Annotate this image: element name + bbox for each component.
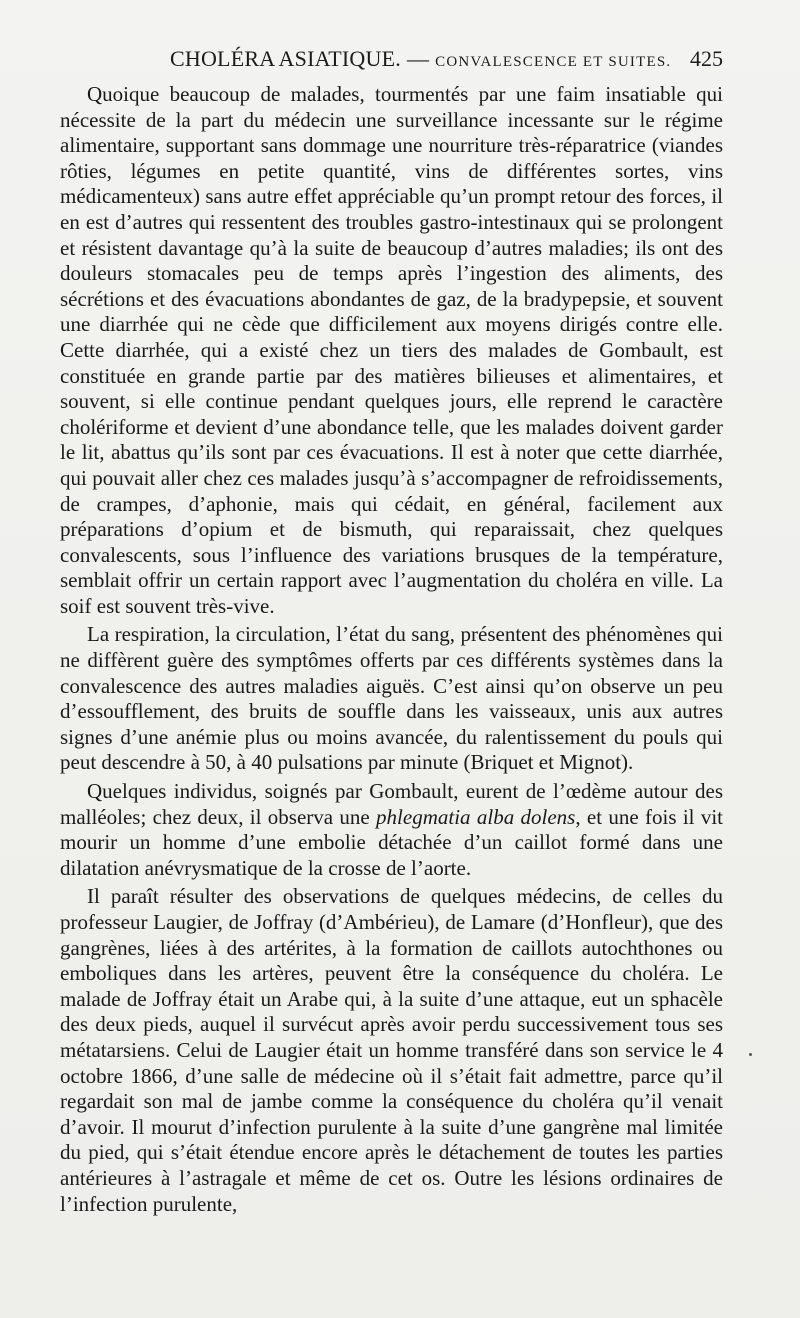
body-text — [60, 82, 723, 1220]
running-title-subtitle: CONVALESCENCE ET SUITES. — [435, 54, 672, 70]
running-title — [170, 46, 671, 72]
margin-dot — [749, 1053, 752, 1056]
paragraph-oedeme-after: , et une fois il vit mourir un homme d’une embolie détachée d’un caillot formé dans une dilatation anévrysmatique de la crosse de l’aorte. — [60, 804, 723, 880]
paragraph-convalescence-digestive: Quoique beaucoup de malades, tourmentés par une faim insatiable qui nécessite de la part du médecin une surveillance incessante sur le régime alimentaire, supportant sans dommage une nourriture très-réparatrice (viandes rôties, légumes en petite quantité, vins de différentes sortes, vins médicamenteux) sans autre effet appréciable qu’un prompt retour des forces, il en est d’autres qui ressentent des troubles gastro-intestinaux qui se prolongent et résistent davantage qu’à la suite de beaucoup d’autres maladies; ils ont des douleurs stomacales peu de temps après l’ingestion des aliments, des sécrétions et des évacuations abondantes de gaz, de la bradypepsie, et souvent une diarrhée qui ne cède que difficilement aux moyens dirigés contre elle. Cette diarrhée, qui a existé chez un tiers des malades de Gombault, est constituée en grande partie par des matières bilieuses et alimentaires, et souvent, si elle continue pendant quelques jours, elle reprend le caractère cholériforme et devient d’une abondance telle, que les malades doivent garder le lit, abattus qu’ils sont par ces évacuations. Il est à noter que cette diarrhée, qui pouvait aller chez ces malades jusqu’à s’accompagner de refroidissements, de crampes, d’aphonie, mais qui cédait, en général, facilement aux préparations d’opium et de bismuth, qui reparaissait, chez quelques convalescents, sous l’influence des variations brusques de la température, semblait offrir un certain rapport avec l’augmentation du choléra en ville. La soif est souvent très-vive. — [60, 82, 723, 618]
paragraph-respiration-circulation: La respiration, la circulation, l’état du sang, présentent des phénomènes qui ne diffèrent guère des symptômes offerts par ces différents systèmes dans la convalescence des autres maladies aiguës. C’est ainsi qu’on observe un peu d’essoufflement, des bruits de souffle dans les vaisseaux, unis aux autres signes d’une anémie plus ou moins avancée, du ralentissement du pouls qui peut descendre à 50, à 40 pulsations par minute (Briquet et Mignot). — [60, 622, 723, 775]
paragraph-oedeme-before: Quelques individus, soignés par Gombault, eurent de l’œdème autour des malléoles; chez deux, il observa une — [60, 779, 723, 829]
paragraph-gangrenes: Il paraît résulter des observations de quelques médecins, de celles du professeur Laugier, de Joffray (d’Ambérieu), de Lamare (d’Honfleur), que des gangrènes, liées à des artérites, à la formation de caillots autochthones ou emboliques dans les artères, peuvent être la conséquence du choléra. Le malade de Joffray était un Arabe qui, à la suite d’une attaque, eut un sphacèle des deux pieds, auquel il survécut après avoir perdu successivement tous ses métatarsiens. Celui de Laugier était un homme transféré dans son service le 4 octobre 1866, d’une salle de médecine où il s’était fait admettre, parce qu’il regardait son mal de jambe comme la conséquence du choléra qu’il venait d’avoir. Il mourut d’infection purulente à la suite d’une gangrène mal limitée du pied, qui s’était étendue encore après le détachement de toutes les parties antérieures à l’astragale et même de cet os. Outre les lésions ordinaires de l’infection purulente, — [60, 884, 723, 1216]
running-title-separator: — — [406, 46, 430, 71]
paragraph-oedeme-italic-term: phlegmatia alba dolens — [376, 804, 576, 829]
running-header — [60, 44, 723, 76]
paragraph-oedeme — [60, 779, 723, 881]
running-title-main: CHOLÉRA ASIATIQUE. — [170, 46, 401, 71]
page-number: 425 — [690, 46, 723, 71]
